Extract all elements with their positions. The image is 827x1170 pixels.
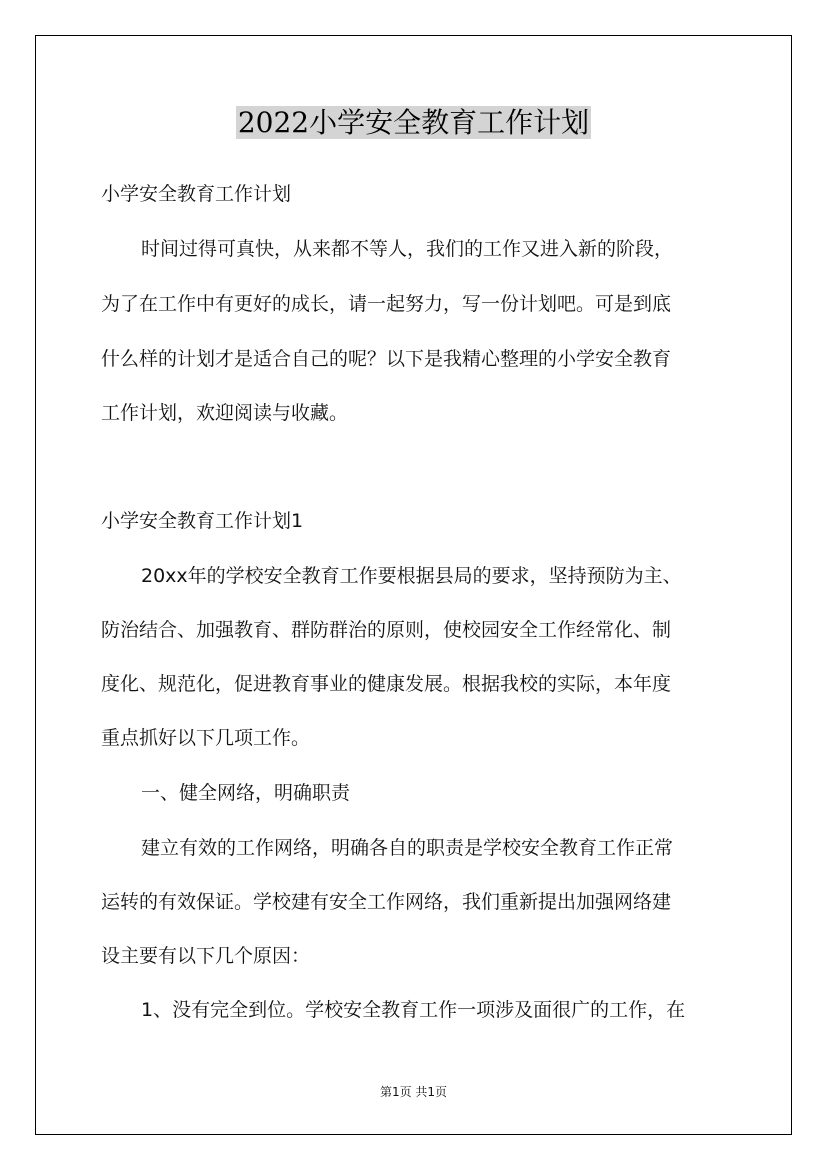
section-para2-line-2: 运转的有效保证。学校建有安全工作网络，我们重新提出加强网络建 xyxy=(101,891,672,913)
section-para1-line-1: 20xx年的学校安全教育工作要根据县局的要求，坚持预防为主、 xyxy=(141,565,682,587)
item-1: 1、没有完全到位。学校安全教育工作一项涉及面很广的工作，在 xyxy=(141,999,686,1021)
section-para2-line-1: 建立有效的工作网络，明确各自的职责是学校安全教育工作正常 xyxy=(141,837,674,859)
doc-heading: 小学安全教育工作计划 xyxy=(101,183,292,205)
intro-line-2: 为了在工作中有更好的成长，请一起努力，写一份计划吧。可是到底 xyxy=(101,293,672,315)
document-title: 2022小学安全教育工作计划 xyxy=(237,106,590,139)
intro-line-1: 时间过得可真快，从来都不等人，我们的工作又进入新的阶段， xyxy=(141,238,674,260)
section-para2-line-3: 设主要有以下几个原因： xyxy=(101,945,311,967)
subheading: 一、健全网络，明确职责 xyxy=(141,782,351,804)
section-para1-line-3: 度化、规范化，促进教育事业的健康发展。根据我校的实际，本年度 xyxy=(101,673,672,695)
intro-line-3: 什么样的计划才是适合自己的呢？以下是我精心整理的小学安全教育 xyxy=(101,348,672,370)
intro-line-4: 工作计划，欢迎阅读与收藏。 xyxy=(101,402,349,424)
section-para1-line-2: 防治结合、加强教育、群防群治的原则，使校园安全工作经常化、制 xyxy=(101,619,672,641)
section-title: 小学安全教育工作计划1 xyxy=(101,510,304,532)
page-footer: 第1页 共1页 xyxy=(379,1085,448,1099)
section-para1-line-4: 重点抓好以下几项工作。 xyxy=(101,727,311,749)
